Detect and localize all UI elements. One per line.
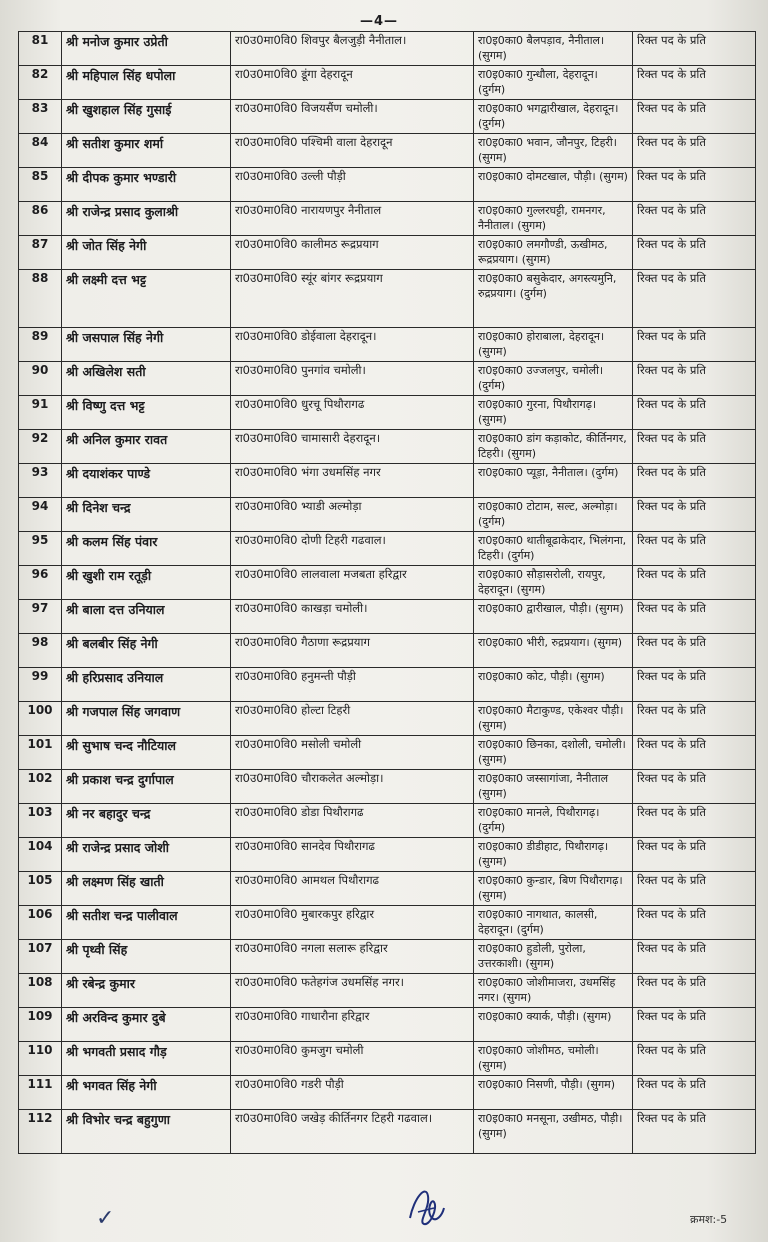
name-cell: श्री दीपक कुमार भण्डारी [62, 168, 231, 202]
table-row [19, 498, 756, 532]
name-cell: श्री खुशी राम रतूड़ी [62, 566, 231, 600]
serial-number-cell: 97 [19, 600, 62, 634]
remark-cell: रिक्त पद के प्रति [633, 940, 756, 974]
posted-school-cell: रा0इ0का0 हुडोली, पुरोला, उत्तरकाशी। (सुगम) [474, 940, 633, 974]
remark-cell: रिक्त पद के प्रति [633, 100, 756, 134]
remark-cell: रिक्त पद के प्रति [633, 396, 756, 430]
present-school-cell: रा0उ0मा0वि0 उल्ली पौड़ी [231, 168, 474, 202]
name-cell: श्री दिनेश चन्द्र [62, 498, 231, 532]
posted-school-cell: रा0इ0का0 क्यार्क, पौड़ी। (सुगम) [474, 1008, 633, 1042]
name-cell: श्री जोत सिंह नेगी [62, 236, 231, 270]
table-row [19, 32, 756, 66]
posted-school-cell: रा0इ0का0 छिनका, दशोली, चमोली। (सुगम) [474, 736, 633, 770]
remark-cell: रिक्त पद के प्रति [633, 236, 756, 270]
table-row [19, 838, 756, 872]
posted-school-cell: रा0इ0का0 गुरना, पिथौरागढ़। (सुगम) [474, 396, 633, 430]
name-cell: श्री अनिल कुमार रावत [62, 430, 231, 464]
posted-school-cell: रा0इ0का0 भगद्वारीखाल, देहरादून। (दुर्गम) [474, 100, 633, 134]
present-school-cell: रा0उ0मा0वि0 धुरचू पिथौरागढ [231, 396, 474, 430]
posted-school-cell: रा0इ0का0 बसुकेदार, अगस्त्यमुनि, रुद्रप्रयाग। (दुर्गम) [474, 270, 633, 328]
present-school-cell: रा0उ0मा0वि0 गाधारौना हरिद्वार [231, 1008, 474, 1042]
signature-image [404, 1178, 448, 1234]
table-row [19, 168, 756, 202]
serial-number-cell: 106 [19, 906, 62, 940]
serial-number-cell: 88 [19, 270, 62, 328]
serial-number-cell: 101 [19, 736, 62, 770]
table-row [19, 736, 756, 770]
name-cell: श्री खुशहाल सिंह गुसाई [62, 100, 231, 134]
name-cell: श्री कलम सिंह पंवार [62, 532, 231, 566]
serial-number-cell: 83 [19, 100, 62, 134]
remark-cell: रिक्त पद के प्रति [633, 430, 756, 464]
table-row [19, 1042, 756, 1076]
serial-number-cell: 99 [19, 668, 62, 702]
remark-cell: रिक्त पद के प्रति [633, 168, 756, 202]
remark-cell: रिक्त पद के प्रति [633, 804, 756, 838]
name-cell: श्री राजेन्द्र प्रसाद जोशी [62, 838, 231, 872]
name-cell: श्री विष्णु दत्त भट्ट [62, 396, 231, 430]
serial-number-cell: 82 [19, 66, 62, 100]
serial-number-cell: 92 [19, 430, 62, 464]
posted-school-cell: रा0इ0का0 निसणी, पौड़ी। (सुगम) [474, 1076, 633, 1110]
serial-number-cell: 94 [19, 498, 62, 532]
name-cell: श्री लक्ष्मण सिंह खाती [62, 872, 231, 906]
serial-number-cell: 98 [19, 634, 62, 668]
name-cell: श्री पृथ्वी सिंह [62, 940, 231, 974]
remark-cell: रिक्त पद के प्रति [633, 702, 756, 736]
present-school-cell: रा0उ0मा0वि0 फतेहगंज उधमसिंह नगर। [231, 974, 474, 1008]
table-row [19, 770, 756, 804]
serial-number-cell: 100 [19, 702, 62, 736]
name-cell: श्री विभोर चन्द्र बहुगुणा [62, 1110, 231, 1154]
table-row [19, 804, 756, 838]
table-row [19, 668, 756, 702]
table-row [19, 600, 756, 634]
posted-school-cell: रा0इ0का0 थातीबूढाकेदार, भिलंगना, टिहरी। (दुर्गम) [474, 532, 633, 566]
remark-cell: रिक्त पद के प्रति [633, 1076, 756, 1110]
name-cell: श्री सुभाष चन्द नौटियाल [62, 736, 231, 770]
remark-cell: रिक्त पद के प्रति [633, 498, 756, 532]
posted-school-cell: रा0इ0का0 गुल्लरघट्टी, रामनगर, नैनीताल। (सुगम) [474, 202, 633, 236]
remark-cell: रिक्त पद के प्रति [633, 202, 756, 236]
present-school-cell: रा0उ0मा0वि0 कालीमठ रूद्रप्रयाग [231, 236, 474, 270]
name-cell: श्री रबेन्द्र कुमार [62, 974, 231, 1008]
present-school-cell: रा0उ0मा0वि0 चौराकलेत अल्मोड़ा। [231, 770, 474, 804]
remark-cell: रिक्त पद के प्रति [633, 668, 756, 702]
present-school-cell: रा0उ0मा0वि0 भ्याडी अल्मोड़ा [231, 498, 474, 532]
posted-school-cell: रा0इ0का0 उज्जलपुर, चमोली। (दुर्गम) [474, 362, 633, 396]
serial-number-cell: 107 [19, 940, 62, 974]
posted-school-cell: रा0इ0का0 टोटाम, सल्ट, अल्मोड़ा। (दुर्गम) [474, 498, 633, 532]
serial-number-cell: 108 [19, 974, 62, 1008]
present-school-cell: रा0उ0मा0वि0 डोडा पिथौरागढ [231, 804, 474, 838]
serial-number-cell: 91 [19, 396, 62, 430]
remark-cell: रिक्त पद के प्रति [633, 362, 756, 396]
name-cell: श्री सतीश चन्द्र पालीवाल [62, 906, 231, 940]
page-number: —4— [360, 14, 399, 29]
serial-number-cell: 112 [19, 1110, 62, 1154]
remark-cell: रिक्त पद के प्रति [633, 838, 756, 872]
serial-number-cell: 95 [19, 532, 62, 566]
posted-school-cell: रा0इ0का0 प्यूड़ा, नैनीताल। (दुर्गम) [474, 464, 633, 498]
remark-cell: रिक्त पद के प्रति [633, 770, 756, 804]
name-cell: श्री गजपाल सिंह जगवाण [62, 702, 231, 736]
tick-mark: ✓ [96, 1206, 115, 1231]
present-school-cell: रा0उ0मा0वि0 चामासारी देहरादून। [231, 430, 474, 464]
present-school-cell: रा0उ0मा0वि0 गैठाणा रूद्रप्रयाग [231, 634, 474, 668]
serial-number-cell: 111 [19, 1076, 62, 1110]
posted-school-cell: रा0इ0का0 मनसूना, उखीमठ, पौड़ी। (सुगम) [474, 1110, 633, 1154]
posted-school-cell: रा0इ0का0 डांग कड़ाकोट, कीर्तिनगर, टिहरी। (सुगम) [474, 430, 633, 464]
name-cell: श्री बलबीर सिंह नेगी [62, 634, 231, 668]
present-school-cell: रा0उ0मा0वि0 काखड़ा चमोली। [231, 600, 474, 634]
continued-note: क्रमश:-5 [690, 1213, 728, 1226]
remark-cell: रिक्त पद के प्रति [633, 270, 756, 328]
name-cell: श्री जसपाल सिंह नेगी [62, 328, 231, 362]
present-school-cell: रा0उ0मा0वि0 दोणी टिहरी गढवाल। [231, 532, 474, 566]
name-cell: श्री सतीश कुमार शर्मा [62, 134, 231, 168]
serial-number-cell: 86 [19, 202, 62, 236]
serial-number-cell: 102 [19, 770, 62, 804]
serial-number-cell: 84 [19, 134, 62, 168]
remark-cell: रिक्त पद के प्रति [633, 66, 756, 100]
table-row [19, 66, 756, 100]
serial-number-cell: 81 [19, 32, 62, 66]
posted-school-cell: रा0इ0का0 भवान, जौनपुर, टिहरी। (सुगम) [474, 134, 633, 168]
present-school-cell: रा0उ0मा0वि0 लालवाला मजबता हरिद्वार [231, 566, 474, 600]
posted-school-cell: रा0इ0का0 कोट, पौड़ी। (सुगम) [474, 668, 633, 702]
present-school-cell: रा0उ0मा0वि0 गडरी पौड़ी [231, 1076, 474, 1110]
table-row [19, 872, 756, 906]
table-body [19, 32, 756, 1154]
remark-cell: रिक्त पद के प्रति [633, 464, 756, 498]
name-cell: श्री भगवती प्रसाद गौड़ [62, 1042, 231, 1076]
transfer-list-table [18, 31, 756, 1154]
table-row [19, 270, 756, 328]
table-row [19, 100, 756, 134]
serial-number-cell: 89 [19, 328, 62, 362]
posted-school-cell: रा0इ0का0 बैलपड़ाव, नैनीताल। (सुगम) [474, 32, 633, 66]
name-cell: श्री भगवत सिंह नेगी [62, 1076, 231, 1110]
name-cell: श्री नर बहादुर चन्द्र [62, 804, 231, 838]
posted-school-cell: रा0इ0का0 कुन्डार, बिण पिथौरागढ़। (सुगम) [474, 872, 633, 906]
name-cell: श्री मनोज कुमार उप्रेती [62, 32, 231, 66]
table-row [19, 702, 756, 736]
serial-number-cell: 105 [19, 872, 62, 906]
name-cell: श्री बाला दत्त उनियाल [62, 600, 231, 634]
table-row [19, 362, 756, 396]
remark-cell: रिक्त पद के प्रति [633, 532, 756, 566]
remark-cell: रिक्त पद के प्रति [633, 1042, 756, 1076]
present-school-cell: रा0उ0मा0वि0 मसोली चमोली [231, 736, 474, 770]
remark-cell: रिक्त पद के प्रति [633, 906, 756, 940]
serial-number-cell: 103 [19, 804, 62, 838]
present-school-cell: रा0उ0मा0वि0 विजयसैंण चमोली। [231, 100, 474, 134]
table-row [19, 430, 756, 464]
posted-school-cell: रा0इ0का0 नागथात, कालसी, देहरादून। (दुर्गम) [474, 906, 633, 940]
posted-school-cell: रा0इ0का0 जोशीमठ, चमोली। (सुगम) [474, 1042, 633, 1076]
remark-cell: रिक्त पद के प्रति [633, 566, 756, 600]
present-school-cell: रा0उ0मा0वि0 हनुमन्ती पौड़ी [231, 668, 474, 702]
name-cell: श्री प्रकाश चन्द्र दुर्गापाल [62, 770, 231, 804]
table-row [19, 906, 756, 940]
present-school-cell: रा0उ0मा0वि0 पश्चिमी वाला देहरादून [231, 134, 474, 168]
present-school-cell: रा0उ0मा0वि0 नगला सलारू हरिद्वार [231, 940, 474, 974]
present-school-cell: रा0उ0मा0वि0 शिवपुर बैलजुड़ी नैनीताल। [231, 32, 474, 66]
name-cell: श्री अखिलेश सती [62, 362, 231, 396]
remark-cell: रिक्त पद के प्रति [633, 736, 756, 770]
posted-school-cell: रा0इ0का0 मैटाकुण्ड, एकेश्वर पौड़ी। (सुगम) [474, 702, 633, 736]
table-row [19, 202, 756, 236]
posted-school-cell: रा0इ0का0 मानले, पिथौरागढ़। (दुर्गम) [474, 804, 633, 838]
name-cell: श्री राजेन्द्र प्रसाद कुलाश्री [62, 202, 231, 236]
remark-cell: रिक्त पद के प्रति [633, 134, 756, 168]
name-cell: श्री लक्ष्मी दत्त भट्ट [62, 270, 231, 328]
table-row [19, 134, 756, 168]
table-row [19, 464, 756, 498]
remark-cell: रिक्त पद के प्रति [633, 872, 756, 906]
table-row [19, 566, 756, 600]
present-school-cell: रा0उ0मा0वि0 सानदेव पिथौरागढ [231, 838, 474, 872]
present-school-cell: रा0उ0मा0वि0 स्यूंर बांगर रूद्रप्रयाग [231, 270, 474, 328]
name-cell: श्री अरविन्द कुमार दुबे [62, 1008, 231, 1042]
posted-school-cell: रा0इ0का0 डीडीहाट, पिथौरागढ़। (सुगम) [474, 838, 633, 872]
serial-number-cell: 90 [19, 362, 62, 396]
remark-cell: रिक्त पद के प्रति [633, 32, 756, 66]
present-school-cell: रा0उ0मा0वि0 कुमजुग चमोली [231, 1042, 474, 1076]
posted-school-cell: रा0इ0का0 भीरी, रुद्रप्रयाग। (सुगम) [474, 634, 633, 668]
name-cell: श्री महिपाल सिंह धपोला [62, 66, 231, 100]
table-row [19, 974, 756, 1008]
posted-school-cell: रा0इ0का0 लमगौण्डी, ऊखीमठ, रूद्रप्रयाग। (सुगम) [474, 236, 633, 270]
serial-number-cell: 96 [19, 566, 62, 600]
present-school-cell: रा0उ0मा0वि0 पुनगांव चमोली। [231, 362, 474, 396]
name-cell: श्री दयाशंकर पाण्डे [62, 464, 231, 498]
remark-cell: रिक्त पद के प्रति [633, 974, 756, 1008]
present-school-cell: रा0उ0मा0वि0 डोईवाला देहरादून। [231, 328, 474, 362]
table-row [19, 940, 756, 974]
posted-school-cell: रा0इ0का0 गुन्धौला, देहरादून। (दुर्गम) [474, 66, 633, 100]
present-school-cell: रा0उ0मा0वि0 मुबारकपुर हरिद्वार [231, 906, 474, 940]
serial-number-cell: 93 [19, 464, 62, 498]
table-row [19, 634, 756, 668]
remark-cell: रिक्त पद के प्रति [633, 600, 756, 634]
table-row [19, 396, 756, 430]
remark-cell: रिक्त पद के प्रति [633, 1008, 756, 1042]
table-row [19, 328, 756, 362]
remark-cell: रिक्त पद के प्रति [633, 328, 756, 362]
present-school-cell: रा0उ0मा0वि0 आमथल पिथौरागढ [231, 872, 474, 906]
serial-number-cell: 109 [19, 1008, 62, 1042]
table-row [19, 1076, 756, 1110]
table-row [19, 1008, 756, 1042]
present-school-cell: रा0उ0मा0वि0 डूंगा देहरादून [231, 66, 474, 100]
posted-school-cell: रा0इ0का0 जोशीमाजरा, उधमसिंह नगर। (सुगम) [474, 974, 633, 1008]
remark-cell: रिक्त पद के प्रति [633, 1110, 756, 1154]
table-row [19, 236, 756, 270]
name-cell: श्री हरिप्रसाद उनियाल [62, 668, 231, 702]
present-school-cell: रा0उ0मा0वि0 होल्टा टिहरी [231, 702, 474, 736]
table-row [19, 532, 756, 566]
table-row [19, 1110, 756, 1154]
posted-school-cell: रा0इ0का0 सौड़ासरोली, रायपुर, देहरादून। (सुगम) [474, 566, 633, 600]
present-school-cell: रा0उ0मा0वि0 जखेड़ कीर्तिनगर टिहरी गढवाल। [231, 1110, 474, 1154]
remark-cell: रिक्त पद के प्रति [633, 634, 756, 668]
posted-school-cell: रा0इ0का0 होराबाला, देहरादून। (सुगम) [474, 328, 633, 362]
present-school-cell: रा0उ0मा0वि0 भंगा उधमसिंह नगर [231, 464, 474, 498]
present-school-cell: रा0उ0मा0वि0 नारायणपुर नैनीताल [231, 202, 474, 236]
posted-school-cell: रा0इ0का0 दोमटखाल, पौड़ी। (सुगम) [474, 168, 633, 202]
serial-number-cell: 87 [19, 236, 62, 270]
serial-number-cell: 85 [19, 168, 62, 202]
posted-school-cell: रा0इ0का0 जस्सागांजा, नैनीताल (सुगम) [474, 770, 633, 804]
serial-number-cell: 104 [19, 838, 62, 872]
serial-number-cell: 110 [19, 1042, 62, 1076]
posted-school-cell: रा0इ0का0 द्वारीखाल, पौड़ी। (सुगम) [474, 600, 633, 634]
